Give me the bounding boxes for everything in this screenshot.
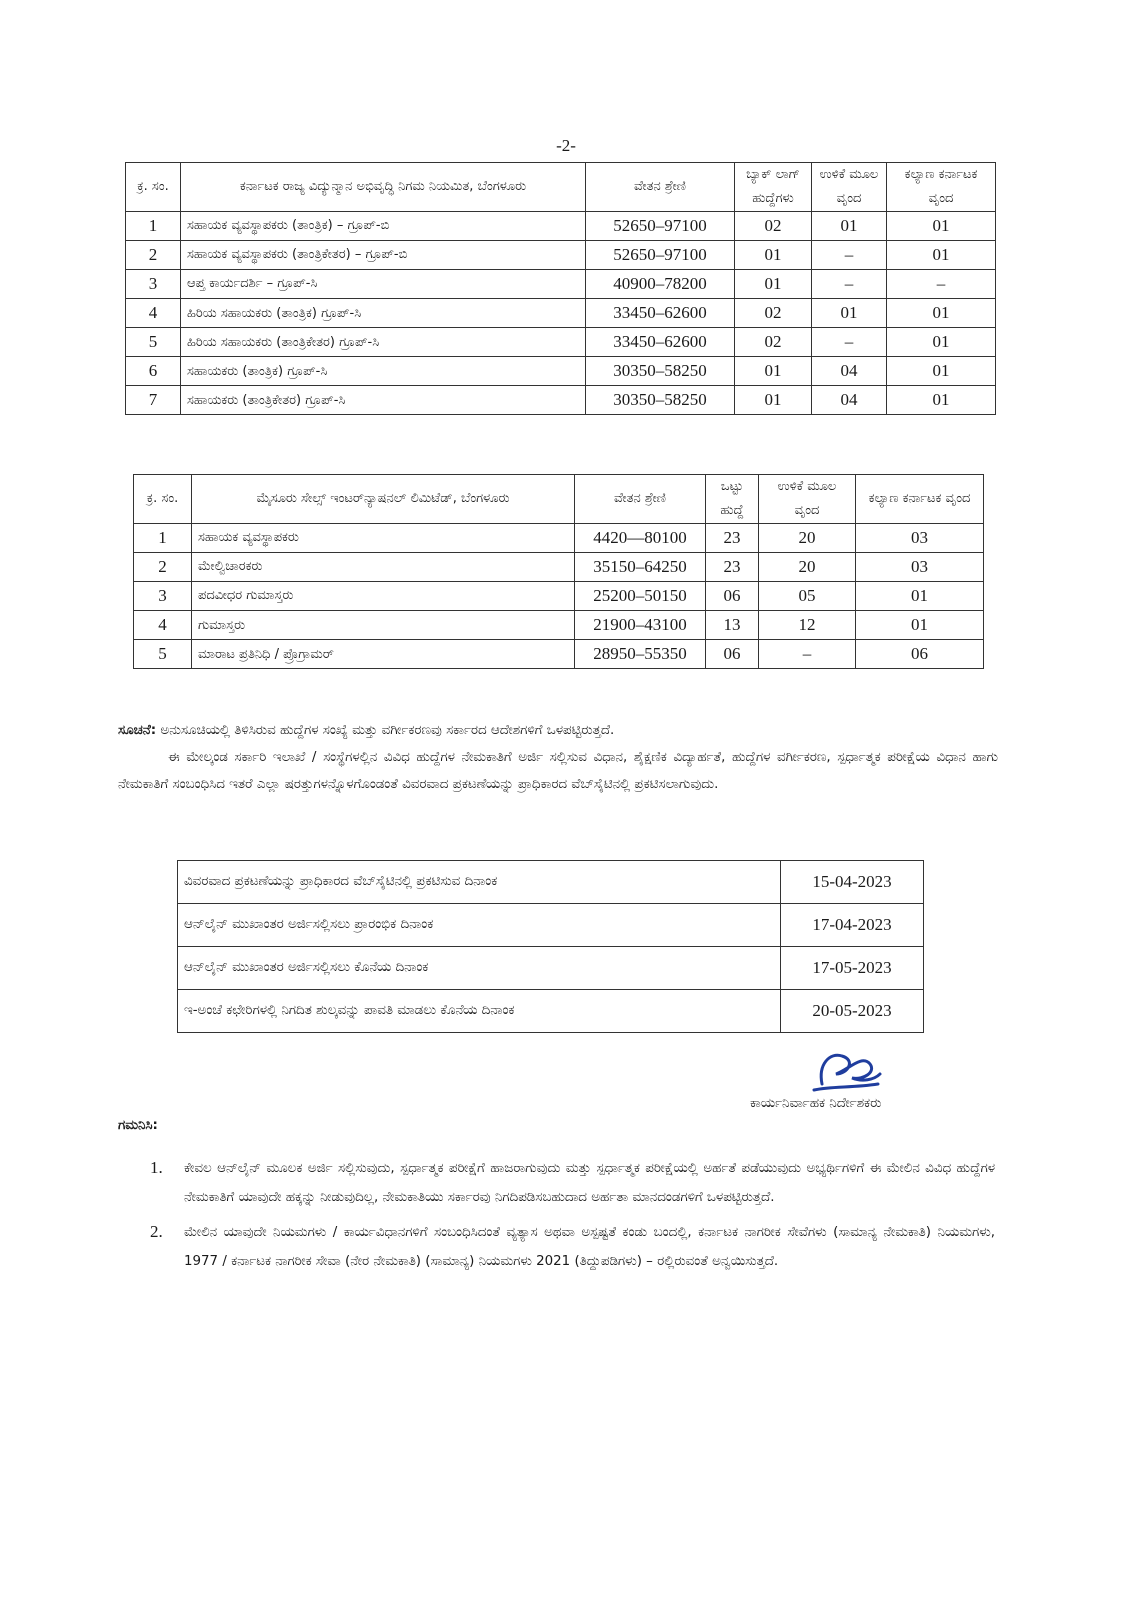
- date-value: 20-05-2023: [781, 990, 924, 1033]
- sl-cell: 4: [126, 299, 181, 328]
- col-total: ಒಟ್ಟು ಹುದ್ದೆ: [706, 475, 759, 524]
- sl-cell: 5: [126, 328, 181, 357]
- item-text: ಮೇಲಿನ ಯಾವುದೇ ನಿಯಮಗಳು / ಕಾರ್ಯವಿಧಾನಗಳಿಗೆ ಸಂಬಂಧಿಸಿದಂತೆ ವ್ಯತ್ಯಾಸ ಅಥವಾ ಅಸ್ಪಷ್ಟತೆ ಕಂಡು ಬಂದಲ್ಲಿ, ಕರ್ನಾಟಕ ನಾಗರೀಕ ಸೇವೆಗಳು (ಸಾಮಾನ್ಯ ನೇಮಕಾತಿ) ನಿಯಮಗಳು, 1977 / ಕರ್ನಾಟಕ ನಾಗರೀಕ ಸೇವಾ (ನೇರ ನೇಮಕಾತಿ) (ಸಾಮಾನ್ಯ) ನಿಯಮಗಳು 2021 (ತಿದ್ದುಪಡಿಗಳು) – ರಲ್ಲಿರುವಂತೆ ಅನ್ವಯಿಸುತ್ತದೆ.: [184, 1225, 995, 1269]
- sl-cell: 1: [126, 212, 181, 241]
- scale-cell: 30350–58250: [586, 357, 735, 386]
- note-text: ಅನುಸೂಚಿಯಲ್ಲಿ ತಿಳಿಸಿರುವ ಹುದ್ದೆಗಳ ಸಂಖ್ಯೆ ಮತ್ತು ವರ್ಗೀಕರಣವು ಸರ್ಕಾರದ ಆದೇಶಗಳಿಗೆ ಒಳಪಟ್ಟಿರುತ್ತದೆ.: [160, 723, 615, 738]
- sl-cell: 4: [134, 611, 192, 640]
- table-row: [126, 328, 996, 357]
- date-label: ವಿವರವಾದ ಪ್ರಕಟಣೆಯನ್ನು ಪ್ರಾಧಿಕಾರದ ವೆಬ್‌ಸೈಟಿನಲ್ಲಿ ಪ್ರಕಟಿಸುವ ದಿನಾಂಕ: [178, 861, 781, 904]
- scale-cell: 52650–97100: [586, 241, 735, 270]
- col-org: ಮೈಸೂರು ಸೇಲ್ಸ್ ಇಂಟರ್‌ನ್ಯಾಷನಲ್ ಲಿಮಿಟೆಡ್, ಬೆಂಗಳೂರು: [192, 475, 575, 524]
- post-cell: ಹಿರಿಯ ಸಹಾಯಕರು (ತಾಂತ್ರಿಕೇತರ) ಗ್ರೂಪ್-ಸಿ: [181, 328, 586, 357]
- item-number: 2.: [150, 1222, 163, 1241]
- backlog-cell: 01: [735, 270, 812, 299]
- residual-cell: 01: [812, 212, 887, 241]
- sl-cell: 3: [126, 270, 181, 299]
- date-label: ಆನ್‌ಲೈನ್ ಮುಖಾಂತರ ಅರ್ಜಿಸಲ್ಲಿಸಲು ಪ್ರಾರಂಭಿಕ ದಿನಾಂಕ: [178, 904, 781, 947]
- kredl-posts-table: [125, 162, 996, 415]
- item-number: 1.: [150, 1158, 163, 1177]
- date-row: [178, 990, 924, 1033]
- kk-cell: 01: [887, 328, 996, 357]
- total-cell: 23: [706, 524, 759, 553]
- kk-cell: 01: [887, 212, 996, 241]
- page-number: -2-: [556, 136, 576, 155]
- post-cell: ಮೇಲ್ವಿಚಾರಕರು: [192, 553, 575, 582]
- post-cell: ಪದವೀಧರ ಗುಮಾಸ್ತರು: [192, 582, 575, 611]
- important-dates-table: [177, 860, 924, 1033]
- col-residual: ಉಳಿಕೆ ಮೂಲ ವೃಂದ: [759, 475, 856, 524]
- table-row: [126, 357, 996, 386]
- scale-cell: 30350–58250: [586, 386, 735, 415]
- residual-cell: 05: [759, 582, 856, 611]
- note-label: ಸೂಚನೆ:: [118, 723, 157, 738]
- backlog-cell: 02: [735, 299, 812, 328]
- sl-cell: 2: [126, 241, 181, 270]
- total-cell: 13: [706, 611, 759, 640]
- kk-cell: 03: [856, 524, 984, 553]
- col-backlog: ಬ್ಯಾಕ್ ಲಾಗ್ ಹುದ್ದೆಗಳು: [735, 163, 812, 212]
- kk-cell: 01: [856, 582, 984, 611]
- kk-cell: 01: [887, 241, 996, 270]
- item-text: ಕೇವಲ ಆನ್‌ಲೈನ್ ಮೂಲಕ ಅರ್ಜಿ ಸಲ್ಲಿಸುವುದು, ಸ್ಪರ್ಧಾತ್ಮಕ ಪರೀಕ್ಷೆಗೆ ಹಾಜರಾಗುವುದು ಮತ್ತು ಸ್ಪರ್ಧಾತ್ಮಕ ಪರೀಕ್ಷೆಯಲ್ಲಿ ಅರ್ಹತೆ ಪಡೆಯುವುದು ಅಭ್ಯರ್ಥಿಗಳಿಗೆ ಈ ಮೇಲಿನ ವಿವಿಧ ಹುದ್ದೆಗಳ ನೇಮಕಾತಿಗೆ ಯಾವುದೇ ಹಕ್ಕನ್ನು ನೀಡುವುದಿಲ್ಲ, ನೇಮಕಾತಿಯು ಸರ್ಕಾರವು ನಿಗದಿಪಡಿಸಬಹುದಾದ ಅರ್ಹತಾ ಮಾನದಂಡಗಳಿಗೆ ಒಳಪಟ್ಟಿರುತ್ತದೆ.: [184, 1161, 995, 1205]
- table-row: [134, 611, 984, 640]
- kk-cell: 01: [856, 611, 984, 640]
- post-cell: ಸಹಾಯಕರು (ತಾಂತ್ರಿಕ) ಗ್ರೂಪ್-ಸಿ: [181, 357, 586, 386]
- kk-cell: –: [887, 270, 996, 299]
- residual-cell: 01: [812, 299, 887, 328]
- date-value: 17-04-2023: [781, 904, 924, 947]
- date-value: 15-04-2023: [781, 861, 924, 904]
- table-row: [134, 640, 984, 669]
- col-residual: ಉಳಿಕೆ ಮೂಲ ವೃಂದ: [812, 163, 887, 212]
- notice-list: [150, 1154, 995, 1282]
- signatory-title: ಕಾರ್ಯನಿರ್ವಾಹಕ ನಿರ್ದೇಶಕರು: [750, 1096, 882, 1111]
- post-cell: ಸಹಾಯಕ ವ್ಯವಸ್ಥಾಪಕರು: [192, 524, 575, 553]
- col-org: ಕರ್ನಾಟಕ ರಾಜ್ಯ ವಿದ್ಯುನ್ಮಾನ ಅಭಿವೃದ್ಧಿ ನಿಗಮ ನಿಯಮಿತ, ಬೆಂಗಳೂರು: [181, 163, 586, 212]
- scale-cell: 40900–78200: [586, 270, 735, 299]
- table-row: [134, 553, 984, 582]
- post-cell: ಹಿರಿಯ ಸಹಾಯಕರು (ತಾಂತ್ರಿಕ) ಗ್ರೂಪ್-ಸಿ: [181, 299, 586, 328]
- kk-cell: 01: [887, 299, 996, 328]
- date-label: ಆನ್‌ಲೈನ್ ಮುಖಾಂತರ ಅರ್ಜಿಸಲ್ಲಿಸಲು ಕೊನೆಯ ದಿನಾಂಕ: [178, 947, 781, 990]
- scale-cell: 25200–50150: [575, 582, 706, 611]
- table-row: [126, 299, 996, 328]
- table-header: [126, 163, 996, 212]
- scale-cell: 28950–55350: [575, 640, 706, 669]
- residual-cell: –: [812, 328, 887, 357]
- date-label: ಇ-ಅಂಚೆ ಕಛೇರಿಗಳಲ್ಲಿ ನಿಗದಿತ ಶುಲ್ಕವನ್ನು ಪಾವತಿ ಮಾಡಲು ಕೊನೆಯ ದಿನಾಂಕ: [178, 990, 781, 1033]
- post-cell: ಸಹಾಯಕ ವ್ಯವಸ್ಥಾಪಕರು (ತಾಂತ್ರಿಕೇತರ) – ಗ್ರೂಪ್-ಬಿ: [181, 241, 586, 270]
- col-scale: ವೇತನ ಶ್ರೇಣಿ: [586, 163, 735, 212]
- col-sl: ಕ್ರ. ಸಂ.: [126, 163, 181, 212]
- post-cell: ಗುಮಾಸ್ತರು: [192, 611, 575, 640]
- total-cell: 06: [706, 582, 759, 611]
- table-row: [134, 524, 984, 553]
- table-header: [134, 475, 984, 524]
- kk-cell: 01: [887, 386, 996, 415]
- scale-cell: 33450–62600: [586, 328, 735, 357]
- col-kk: ಕಲ್ಯಾಣ ಕರ್ನಾಟಕ ವೃಂದ: [887, 163, 996, 212]
- date-row: [178, 861, 924, 904]
- note-paragraph: ಈ ಮೇಲ್ಕಂಡ ಸರ್ಕಾರಿ ಇಲಾಖೆ / ಸಂಸ್ಥೆಗಳಲ್ಲಿನ ವಿವಿಧ ಹುದ್ದೆಗಳ ನೇಮಕಾತಿಗೆ ಅರ್ಜಿ ಸಲ್ಲಿಸುವ ವಿಧಾನ, ಶೈಕ್ಷಣಿಕ ವಿದ್ಯಾರ್ಹತೆ, ಹುದ್ದೆಗಳ ವರ್ಗೀಕರಣ, ಸ್ಪರ್ಧಾತ್ಮಕ ಪರೀಕ್ಷೆಯ ವಿಧಾನ ಹಾಗು ನೇಮಕಾತಿಗೆ ಸಂಬಂಧಿಸಿದ ಇತರೆ ಎಲ್ಲಾ ಷರತ್ತುಗಳನ್ನೊಳಗೊಂಡಂತೆ ವಿವರವಾದ ಪ್ರಕಟಣೆಯನ್ನು ಪ್ರಾಧಿಕಾರದ ವೆಬ್‌ಸೈಟಿನಲ್ಲಿ ಪ್ರಕಟಿಸಲಾಗುವುದು.: [118, 750, 998, 792]
- backlog-cell: 01: [735, 386, 812, 415]
- residual-cell: 04: [812, 357, 887, 386]
- residual-cell: –: [812, 241, 887, 270]
- total-cell: 23: [706, 553, 759, 582]
- scale-cell: 33450–62600: [586, 299, 735, 328]
- list-item: [150, 1218, 995, 1276]
- scale-cell: 21900–43100: [575, 611, 706, 640]
- residual-cell: 12: [759, 611, 856, 640]
- residual-cell: –: [812, 270, 887, 299]
- sl-cell: 3: [134, 582, 192, 611]
- scale-cell: 35150–64250: [575, 553, 706, 582]
- post-cell: ಮಾರಾಟ ಪ್ರತಿನಿಧಿ / ಪ್ರೊಗ್ರಾಮರ್: [192, 640, 575, 669]
- residual-cell: 20: [759, 553, 856, 582]
- sl-cell: 2: [134, 553, 192, 582]
- date-value: 17-05-2023: [781, 947, 924, 990]
- table-row: [126, 212, 996, 241]
- date-row: [178, 904, 924, 947]
- sl-cell: 5: [134, 640, 192, 669]
- col-scale: ವೇತನ ಶ್ರೇಣಿ: [575, 475, 706, 524]
- signature-mark: [808, 1044, 888, 1096]
- scale-cell: 4420—80100: [575, 524, 706, 553]
- table-row: [126, 386, 996, 415]
- table-row: [126, 270, 996, 299]
- col-kk: ಕಲ್ಯಾಣ ಕರ್ನಾಟಕ ವೃಂದ: [856, 475, 984, 524]
- scale-cell: 52650–97100: [586, 212, 735, 241]
- list-item: [150, 1154, 995, 1212]
- table-row: [134, 582, 984, 611]
- backlog-cell: 02: [735, 212, 812, 241]
- sl-cell: 7: [126, 386, 181, 415]
- backlog-cell: 01: [735, 357, 812, 386]
- post-cell: ಸಹಾಯಕರು (ತಾಂತ್ರಿಕೇತರ) ಗ್ರೂಪ್-ಸಿ: [181, 386, 586, 415]
- total-cell: 06: [706, 640, 759, 669]
- backlog-cell: 01: [735, 241, 812, 270]
- backlog-cell: 02: [735, 328, 812, 357]
- kk-cell: 01: [887, 357, 996, 386]
- table-row: [126, 241, 996, 270]
- kk-cell: 06: [856, 640, 984, 669]
- signature-stroke: [814, 1055, 880, 1090]
- sl-cell: 1: [134, 524, 192, 553]
- note-line: [118, 717, 998, 744]
- sl-cell: 6: [126, 357, 181, 386]
- col-sl: ಕ್ರ. ಸಂ.: [134, 475, 192, 524]
- date-row: [178, 947, 924, 990]
- residual-cell: 20: [759, 524, 856, 553]
- kk-cell: 03: [856, 553, 984, 582]
- post-cell: ಸಹಾಯಕ ವ್ಯವಸ್ಥಾಪಕರು (ತಾಂತ್ರಿಕ) – ಗ್ರೂಪ್-ಬಿ: [181, 212, 586, 241]
- notice-heading: ಗಮನಿಸಿ:: [118, 1118, 158, 1133]
- residual-cell: –: [759, 640, 856, 669]
- residual-cell: 04: [812, 386, 887, 415]
- post-cell: ಆಪ್ತ ಕಾರ್ಯದರ್ಶಿ – ಗ್ರೂಪ್-ಸಿ: [181, 270, 586, 299]
- msil-posts-table: [133, 474, 984, 669]
